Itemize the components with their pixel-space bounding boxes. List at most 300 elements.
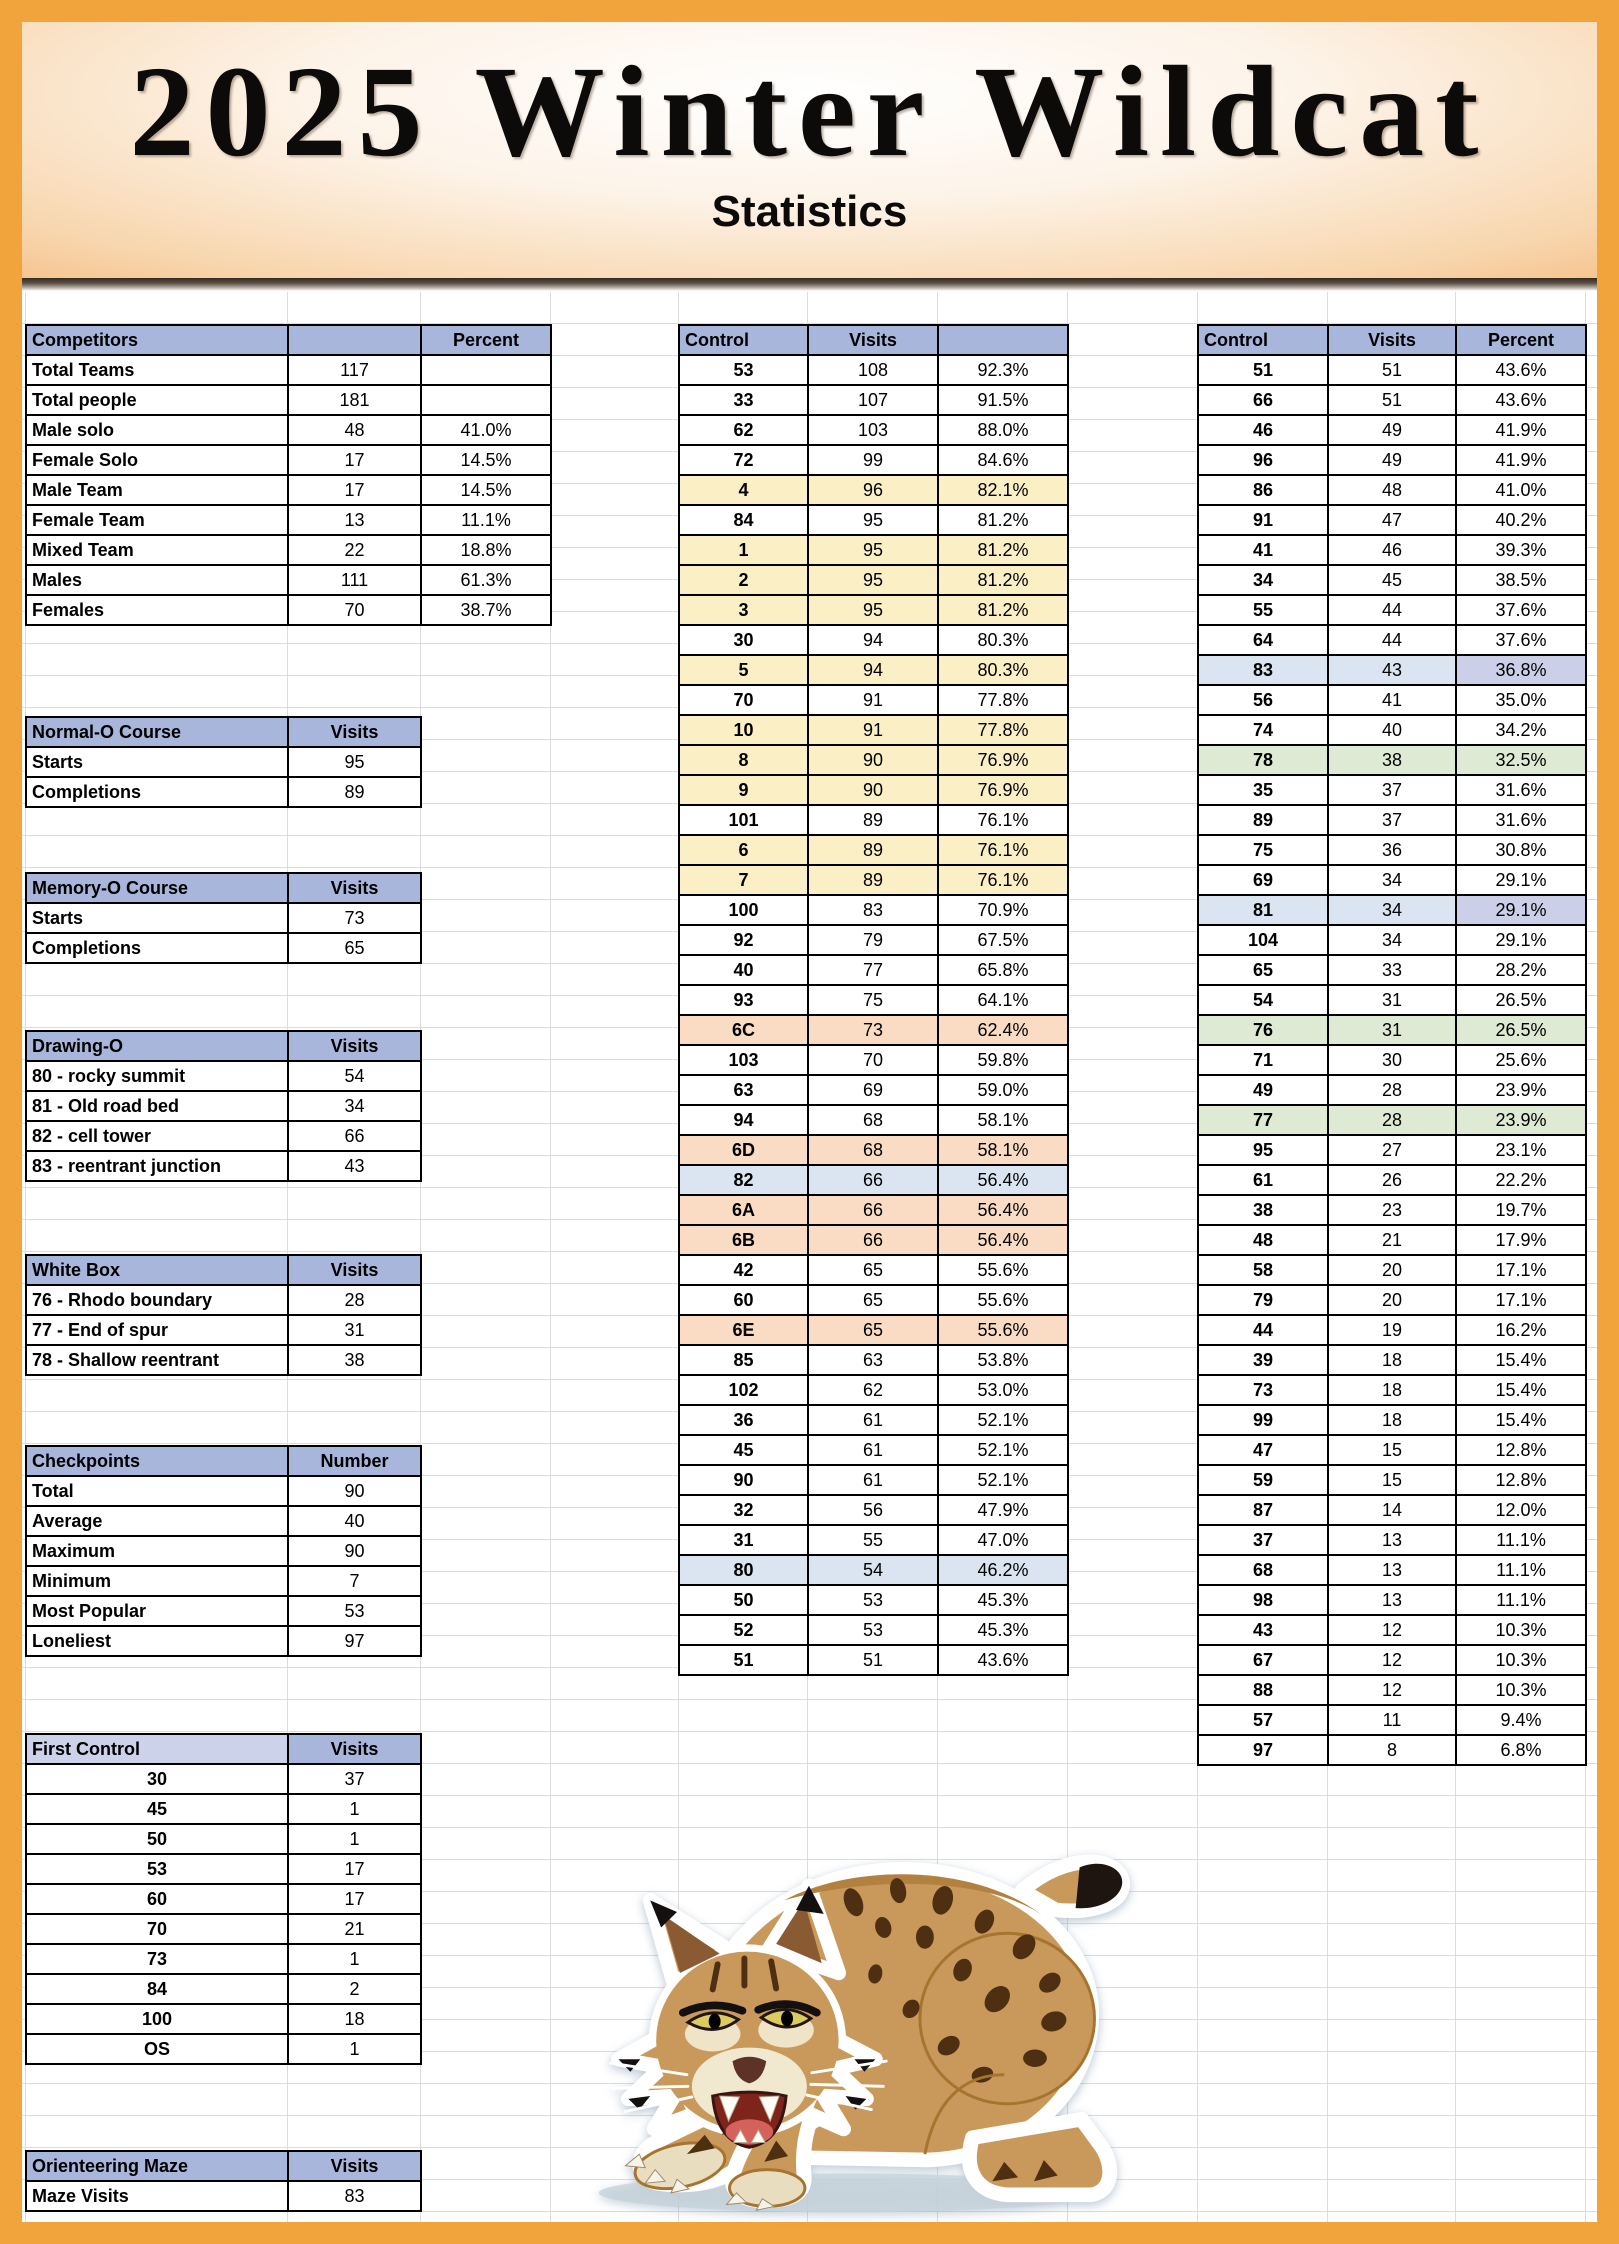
table-cell: 11.1% (1456, 1525, 1586, 1555)
table-cell: Total Teams (26, 355, 288, 385)
table-row (26, 565, 551, 595)
table-row (679, 1225, 1068, 1255)
table-cell: Maze Visits (26, 2181, 288, 2211)
table-row (1198, 655, 1586, 685)
table-cell: 41 (1198, 535, 1328, 565)
table-cell: 3 (679, 595, 808, 625)
table-cell: 70 (288, 595, 421, 625)
table-cell: 41.0% (1456, 475, 1586, 505)
table-cell: 38.7% (421, 595, 551, 625)
table-cell: Completions (26, 777, 288, 807)
table-row (1198, 415, 1586, 445)
table-cell: 12 (1328, 1615, 1456, 1645)
table-cell: 117 (288, 355, 421, 385)
table-cell: 19 (1328, 1315, 1456, 1345)
table-cell: 82.1% (938, 475, 1068, 505)
table-row (1198, 685, 1586, 715)
table-cell: 82 (679, 1165, 808, 1195)
table-cell: 90 (808, 745, 938, 775)
table-cell: 47.9% (938, 1495, 1068, 1525)
table-cell: 16.2% (1456, 1315, 1586, 1345)
header-cell: Drawing-O (26, 1031, 288, 1061)
table-cell: 56.4% (938, 1195, 1068, 1225)
table-row (1198, 1525, 1586, 1555)
table-cell: 90 (288, 1476, 421, 1506)
page-title: 2025 Winter Wildcat (129, 40, 1490, 184)
table-cell: 20 (1328, 1285, 1456, 1315)
table-cell: 102 (679, 1375, 808, 1405)
header-cell: Visits (288, 873, 421, 903)
table-row (679, 475, 1068, 505)
table-cell: 53 (808, 1585, 938, 1615)
table-cell: 43 (1328, 655, 1456, 685)
table-cell: 6.8% (1456, 1735, 1586, 1765)
table-cell: 78 - Shallow reentrant (26, 1345, 288, 1375)
table-cell: 4 (679, 475, 808, 505)
table-row (26, 2004, 421, 2034)
table-row (26, 2034, 421, 2064)
table-cell: 95 (808, 565, 938, 595)
table-cell: 13 (1328, 1555, 1456, 1585)
table-cell: 49 (1198, 1075, 1328, 1105)
table-row (679, 595, 1068, 625)
table-cell: 67.5% (938, 925, 1068, 955)
table-cell: 111 (288, 565, 421, 595)
table-cell: 104 (1198, 925, 1328, 955)
table-row (26, 933, 421, 963)
header-row (26, 1255, 421, 1285)
table-cell: 52.1% (938, 1405, 1068, 1435)
table-cell: 62.4% (938, 1015, 1068, 1045)
table-cell: 65 (1198, 955, 1328, 985)
table-row (679, 415, 1068, 445)
table-control-visits-right (1197, 324, 1587, 1766)
table-row (679, 565, 1068, 595)
table-cell: 34.2% (1456, 715, 1586, 745)
table-cell: 38.5% (1456, 565, 1586, 595)
table-cell: 43.6% (938, 1645, 1068, 1675)
table-cell: 2 (679, 565, 808, 595)
table-row (679, 535, 1068, 565)
table-cell: 89 (808, 835, 938, 865)
table-row (679, 1105, 1068, 1135)
table-cell: 18 (288, 2004, 421, 2034)
table-cell: 181 (288, 385, 421, 415)
table-cell: 37.6% (1456, 625, 1586, 655)
table-row (26, 415, 551, 445)
table-row (1198, 595, 1586, 625)
table-cell: 6A (679, 1195, 808, 1225)
table-cell: 10 (679, 715, 808, 745)
table-cell: 26.5% (1456, 985, 1586, 1015)
table-cell: 41.9% (1456, 445, 1586, 475)
table-row (679, 1315, 1068, 1345)
table-cell: 90 (808, 775, 938, 805)
table-cell: 21 (1328, 1225, 1456, 1255)
table-cell: 95 (808, 535, 938, 565)
table-cell: 28.2% (1456, 955, 1586, 985)
table-cell: 99 (808, 445, 938, 475)
table-cell: 32.5% (1456, 745, 1586, 775)
table-cell: 34 (1328, 925, 1456, 955)
table-cell: 55 (808, 1525, 938, 1555)
table-row (1198, 865, 1586, 895)
table-cell: 31.6% (1456, 775, 1586, 805)
table-row (1198, 1615, 1586, 1645)
table-cell: 103 (679, 1045, 808, 1075)
table-cell: 35.0% (1456, 685, 1586, 715)
table-cell: 81.2% (938, 565, 1068, 595)
table-cell: 55.6% (938, 1315, 1068, 1345)
table-cell: OS (26, 2034, 288, 2064)
table-row (26, 505, 551, 535)
table-cell: 70 (26, 1914, 288, 1944)
table-cell: 89 (1198, 805, 1328, 835)
table-row (1198, 1315, 1586, 1345)
table-cell: 46 (1198, 415, 1328, 445)
table-cell: 38 (1198, 1195, 1328, 1225)
table-cell: 70 (808, 1045, 938, 1075)
table-cell: 36.8% (1456, 655, 1586, 685)
table-row (679, 985, 1068, 1015)
table-row (1198, 1345, 1586, 1375)
table-cell: 69 (1198, 865, 1328, 895)
table-cell: 91 (808, 715, 938, 745)
table-row (26, 1091, 421, 1121)
table-cell: 23.9% (1456, 1105, 1586, 1135)
table-row (26, 1285, 421, 1315)
table-cell: Females (26, 595, 288, 625)
table-cell: 44 (1328, 625, 1456, 655)
table-cell: 87 (1198, 1495, 1328, 1525)
table-cell: 83 (1198, 655, 1328, 685)
table-cell: 88.0% (938, 415, 1068, 445)
table-row (679, 1435, 1068, 1465)
table-cell: 30 (679, 625, 808, 655)
table-cell: 40.2% (1456, 505, 1586, 535)
table-cell: 31 (679, 1525, 808, 1555)
table-cell: 17.1% (1456, 1285, 1586, 1315)
table-cell: 71 (1198, 1045, 1328, 1075)
table-cell: 14 (1328, 1495, 1456, 1525)
table-cell: Mixed Team (26, 535, 288, 565)
table-cell: 61 (808, 1465, 938, 1495)
table-cell: Maximum (26, 1536, 288, 1566)
table-cell: Minimum (26, 1566, 288, 1596)
table-cell: 15 (1328, 1465, 1456, 1495)
table-row (26, 1626, 421, 1656)
table-cell: 17 (288, 1884, 421, 1914)
table-row (679, 1135, 1068, 1165)
table-cell: 79 (808, 925, 938, 955)
table-row (679, 1525, 1068, 1555)
table-row (26, 2181, 421, 2211)
table-row (1198, 1555, 1586, 1585)
table-cell: 17 (288, 445, 421, 475)
table-cell: 1 (288, 1794, 421, 1824)
table-row (26, 445, 551, 475)
table-cell: 79 (1198, 1285, 1328, 1315)
header-row (26, 1446, 421, 1476)
table-row (679, 1465, 1068, 1495)
table-cell: 26.5% (1456, 1015, 1586, 1045)
table-cell: 77 - End of spur (26, 1315, 288, 1345)
table-cell: 94 (679, 1105, 808, 1135)
table-row (26, 1121, 421, 1151)
table-cell: 96 (1198, 445, 1328, 475)
table-cell: 48 (288, 415, 421, 445)
header-cell: Visits (288, 717, 421, 747)
table-cell: 2 (288, 1974, 421, 2004)
table-cell: 59.8% (938, 1045, 1068, 1075)
table-row (26, 1944, 421, 1974)
header-cell: Control (679, 325, 808, 355)
table-row (679, 715, 1068, 745)
header-cell: Visits (288, 1734, 421, 1764)
table-cell: 84 (26, 1974, 288, 2004)
table-cell: 95 (808, 595, 938, 625)
table-cell: 38 (1328, 745, 1456, 775)
table-cell: 51 (1328, 385, 1456, 415)
table-cell: 44 (1198, 1315, 1328, 1345)
table-cell: 40 (288, 1506, 421, 1536)
table-cell: 53 (808, 1615, 938, 1645)
table-cell: 34 (1198, 565, 1328, 595)
table-cell: 40 (679, 955, 808, 985)
table-cell: 76 - Rhodo boundary (26, 1285, 288, 1315)
table-row (679, 895, 1068, 925)
table-cell: 34 (288, 1091, 421, 1121)
table-cell: 49 (1328, 445, 1456, 475)
table-cell: 54 (288, 1061, 421, 1091)
table-cell: 90 (288, 1536, 421, 1566)
table-cell: 75 (1198, 835, 1328, 865)
page-subtitle: Statistics (711, 187, 908, 237)
table-row (1198, 385, 1586, 415)
table-cell: Starts (26, 747, 288, 777)
table-cell: 33 (679, 385, 808, 415)
table-cell: 45.3% (938, 1615, 1068, 1645)
table-row (26, 535, 551, 565)
table-cell: 12 (1328, 1675, 1456, 1705)
table-cell: 10.3% (1456, 1675, 1586, 1705)
table-cell: 17 (288, 475, 421, 505)
table-cell: 76.1% (938, 835, 1068, 865)
table-cell: 74 (1198, 715, 1328, 745)
table-cell: 68 (1198, 1555, 1328, 1585)
table-cell: 47 (1198, 1435, 1328, 1465)
table-cell: 73 (808, 1015, 938, 1045)
table-row (26, 1596, 421, 1626)
table-cell: 23 (1328, 1195, 1456, 1225)
table-cell: 37 (1328, 805, 1456, 835)
table-row (1198, 505, 1586, 535)
table-cell: 43.6% (1456, 355, 1586, 385)
table-row (26, 475, 551, 505)
table-cell: 93 (679, 985, 808, 1015)
table-row (26, 1854, 421, 1884)
table-cell: 23.1% (1456, 1135, 1586, 1165)
table-cell: 63 (808, 1345, 938, 1375)
table-cell: 31 (1328, 985, 1456, 1015)
table-cell: 25.6% (1456, 1045, 1586, 1075)
table-cell: 12 (1328, 1645, 1456, 1675)
table-row (679, 745, 1068, 775)
table-cell: 77 (1198, 1105, 1328, 1135)
table-cell: 52.1% (938, 1435, 1068, 1465)
table-cell: 45.3% (938, 1585, 1068, 1615)
table-cell: 31 (1328, 1015, 1456, 1045)
header-shadow-divider (22, 278, 1597, 291)
table-row (1198, 535, 1586, 565)
table-row (26, 1061, 421, 1091)
table-row (1198, 1405, 1586, 1435)
table-cell: 31 (288, 1315, 421, 1345)
table-cell: 107 (808, 385, 938, 415)
table-cell: 48 (1328, 475, 1456, 505)
table-cell: 45 (679, 1435, 808, 1465)
table-row (26, 385, 551, 415)
table-row (679, 1165, 1068, 1195)
table-row (1198, 565, 1586, 595)
table-cell: 65.8% (938, 955, 1068, 985)
table-cell: 10.3% (1456, 1645, 1586, 1675)
table-row (679, 655, 1068, 685)
table-cell: 36 (679, 1405, 808, 1435)
table-row (679, 835, 1068, 865)
table-row (26, 595, 551, 625)
table-cell: 14.5% (421, 445, 551, 475)
table-cell: 11.1% (421, 505, 551, 535)
table-cell: Most Popular (26, 1596, 288, 1626)
table-cell: 53.0% (938, 1375, 1068, 1405)
table-row (679, 1285, 1068, 1315)
table-cell: 56.4% (938, 1225, 1068, 1255)
table-row (1198, 715, 1586, 745)
table-cell: 51 (679, 1645, 808, 1675)
table-cell: 8 (1328, 1735, 1456, 1765)
table-cell: 54 (808, 1555, 938, 1585)
table-cell: 58 (1198, 1255, 1328, 1285)
table-cell: 99 (1198, 1405, 1328, 1435)
table-cell: 47 (1328, 505, 1456, 535)
table-row (679, 1405, 1068, 1435)
table-cell: 1 (679, 535, 808, 565)
table-cell: 6E (679, 1315, 808, 1345)
table-cell: 18 (1328, 1345, 1456, 1375)
table-cell: 42 (679, 1255, 808, 1285)
table-cell: 55 (1198, 595, 1328, 625)
table-cell: Male Team (26, 475, 288, 505)
table-cell: 81.2% (938, 595, 1068, 625)
table-row (679, 925, 1068, 955)
table-control-visits-main (678, 324, 1069, 1676)
table-cell: 73 (288, 903, 421, 933)
table-row (1198, 1675, 1586, 1705)
table-cell: 67 (1198, 1645, 1328, 1675)
header-row (26, 2151, 421, 2181)
table-cell: 35 (1198, 775, 1328, 805)
table-cell: 53 (26, 1854, 288, 1884)
table-cell: 91 (808, 685, 938, 715)
header-cell: White Box (26, 1255, 288, 1285)
table-cell: 58.1% (938, 1105, 1068, 1135)
header-cell: Percent (421, 325, 551, 355)
table-memory-o-course (25, 872, 422, 964)
table-cell: 81 - Old road bed (26, 1091, 288, 1121)
table-cell: 31.6% (1456, 805, 1586, 835)
table-cell: 100 (679, 895, 808, 925)
table-normal-o-course (25, 716, 422, 808)
table-cell: 48 (1198, 1225, 1328, 1255)
header-cell (288, 325, 421, 355)
table-row (1198, 1705, 1586, 1735)
table-cell: 37 (288, 1764, 421, 1794)
table-cell: 89 (808, 865, 938, 895)
table-cell: 18.8% (421, 535, 551, 565)
table-cell: Males (26, 565, 288, 595)
table-cell: 47.0% (938, 1525, 1068, 1555)
table-cell: Total people (26, 385, 288, 415)
header-cell: Visits (1328, 325, 1456, 355)
header-cell: Orienteering Maze (26, 2151, 288, 2181)
table-cell: Loneliest (26, 1626, 288, 1656)
table-cell: 34 (1328, 895, 1456, 925)
table-cell: 66 (808, 1195, 938, 1225)
table-cell: 97 (288, 1626, 421, 1656)
table-cell: 43 (1198, 1615, 1328, 1645)
table-cell: 53.8% (938, 1345, 1068, 1375)
table-drawing-o (25, 1030, 422, 1182)
table-cell: 80.3% (938, 625, 1068, 655)
table-cell: 55.6% (938, 1255, 1068, 1285)
table-row (679, 1495, 1068, 1525)
table-row (26, 747, 421, 777)
table-row (1198, 955, 1586, 985)
table-row (26, 903, 421, 933)
table-cell: 63 (679, 1075, 808, 1105)
table-row (26, 1506, 421, 1536)
table-cell: 62 (808, 1375, 938, 1405)
table-cell: 76 (1198, 1015, 1328, 1045)
table-cell: 39 (1198, 1345, 1328, 1375)
table-row (679, 1615, 1068, 1645)
table-competitors (25, 324, 552, 626)
table-cell: 15 (1328, 1435, 1456, 1465)
table-cell: 1 (288, 1944, 421, 1974)
table-cell: 77.8% (938, 715, 1068, 745)
table-cell: 44 (1328, 595, 1456, 625)
table-cell: 6C (679, 1015, 808, 1045)
table-row (679, 355, 1068, 385)
table-cell: 36 (1328, 835, 1456, 865)
table-cell: 92.3% (938, 355, 1068, 385)
table-cell: 65 (808, 1285, 938, 1315)
header-cell: Visits (288, 2151, 421, 2181)
table-cell: 33 (1328, 955, 1456, 985)
table-row (679, 685, 1068, 715)
table-row (26, 1824, 421, 1854)
table-row (679, 805, 1068, 835)
table-row (1198, 1165, 1586, 1195)
table-row (679, 1345, 1068, 1375)
header-cell: Memory-O Course (26, 873, 288, 903)
table-cell: 64 (1198, 625, 1328, 655)
table-checkpoints (25, 1445, 422, 1657)
header-cell (938, 325, 1068, 355)
table-cell: Male solo (26, 415, 288, 445)
table-row (1198, 1465, 1586, 1495)
